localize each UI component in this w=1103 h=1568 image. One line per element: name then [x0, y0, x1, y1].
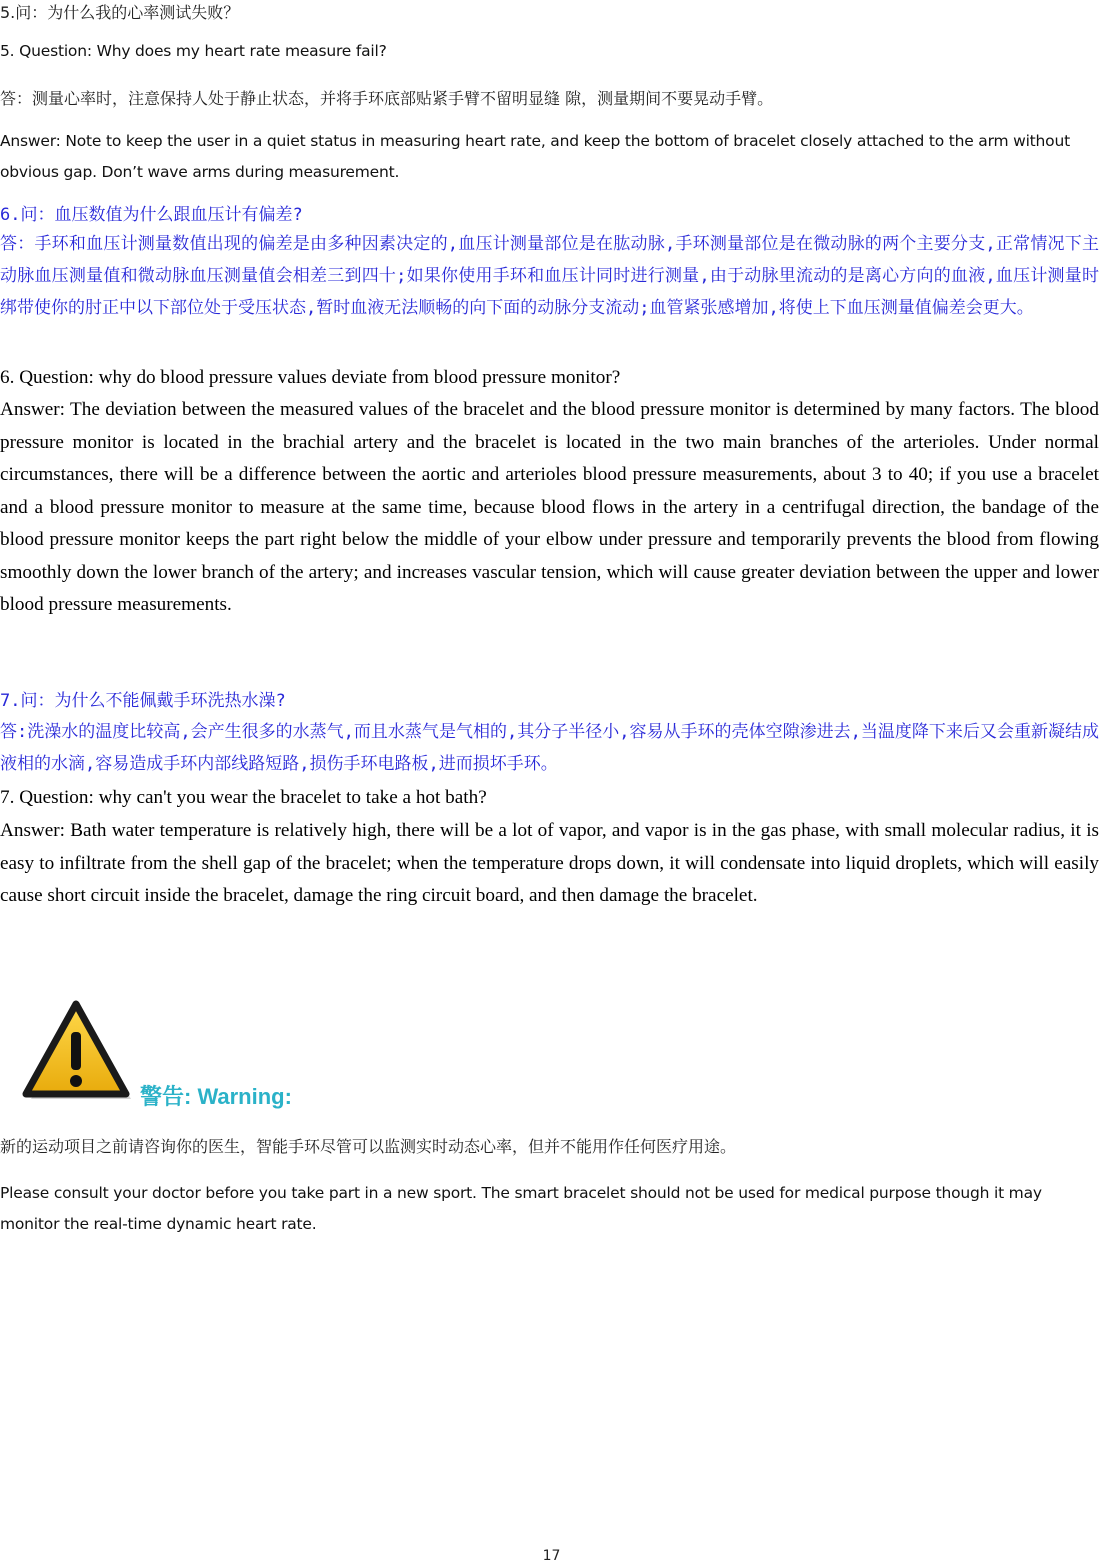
warning-text-zh: 新的运动项目之前请咨询你的医生，智能手环尽管可以监测实时动态心率，但并不能用作任何医疗用途。 [0, 1137, 737, 1156]
q6-answer-en: Answer: The deviation between the measured values of the bracelet and the blood pressure monitor is determined by many factors. The blood pressure monitor is located in the brachial artery and the bracelet is located in the two main branches of the arterioles. Under normal circumstances, there will be a difference between the aortic and arterioles blood pressure measurements, about 3 to 40; if you use a bracelet and a blood pressure monitor to measure at the same time, because blood flows in the artery in a centrifugal direction, the bandage of the blood pressure monitor keeps the part right below the middle of your elbow under pressure and temporarily prevents the blood from flowing smoothly down the lower branch of the artery; and increases vascular tension, which will cause greater deviation between the upper and lower blood pressure measurements. [0, 399, 1099, 615]
warning-text-en: Please consult your doctor before you take part in a new sport. The smart bracelet should not be used for medical purpose though it may monitor the real-time dynamic heart rate. [0, 1184, 1042, 1233]
q6-answer-zh: 答：手环和血压计测量数值出现的偏差是由多种因素决定的,血压计测量部位是在肱动脉,手环测量部位是在微动脉的两个主要分支,正常情况下主动脉血压测量值和微动脉血压测量值会相差三到四十;如果你使用手环和血压计同时进行测量,由于动脉里流动的是离心方向的血液,血压计测量时绑带使你的肘正中以下部位处于受压状态,暂时血液无法顺畅的向下面的动脉分支流动;血管紧张感增加,将使上下血压测量值偏差会更大。 [0, 234, 1099, 318]
q6-question-zh: 6.问：血压数值为什么跟血压计有偏差? [0, 205, 303, 225]
q7-answer-en: Answer: Bath water temperature is relatively high, there will be a lot of vapor, and vapor is in the gas phase, with small molecular radius, it is easy to infiltrate from the shell gap of the bracelet; when the temperature drops down, it will condensate into liquid droplets, which will easily cause short circuit inside the bracelet, damage the ring circuit board, and then damage the bracelet. [0, 820, 1099, 906]
q7-answer-zh: 答:洗澡水的温度比较高,会产生很多的水蒸气,而且水蒸气是气相的,其分子半径小,容易从手环的壳体空隙渗进去,当温度降下来后又会重新凝结成液相的水滴,容易造成手环内部线路短路,损伤手环电路板,进而损坏手环。 [0, 722, 1099, 774]
q5-question-zh: 5.问：为什么我的心率测试失败？ [0, 3, 240, 22]
q5-question-en: 5. Question: Why does my heart rate measure fail? [0, 42, 387, 60]
warning-label: 警告: Warning: [140, 1084, 292, 1109]
q5-answer-zh: 答：测量心率时，注意保持人处于静止状态，并将手环底部贴紧手臂不留明显缝 隙，测量期间不要晃动手臂。 [0, 89, 774, 108]
q7-question-zh: 7.问：为什么不能佩戴手环洗热水澡? [0, 691, 286, 711]
warning-triangle-icon [20, 998, 132, 1102]
q5-answer-en: Answer: Note to keep the user in a quiet status in measuring heart rate, and keep the bottom of bracelet closely attached to the arm without obvious gap. Don’t wave arms during measurement. [0, 132, 1070, 181]
q7-question-en: 7. Question: why can't you wear the bracelet to take a hot bath? [0, 787, 487, 808]
q6-question-en: 6. Question: why do blood pressure values deviate from blood pressure monitor? [0, 367, 621, 388]
page-number: 17 [542, 1548, 561, 1564]
